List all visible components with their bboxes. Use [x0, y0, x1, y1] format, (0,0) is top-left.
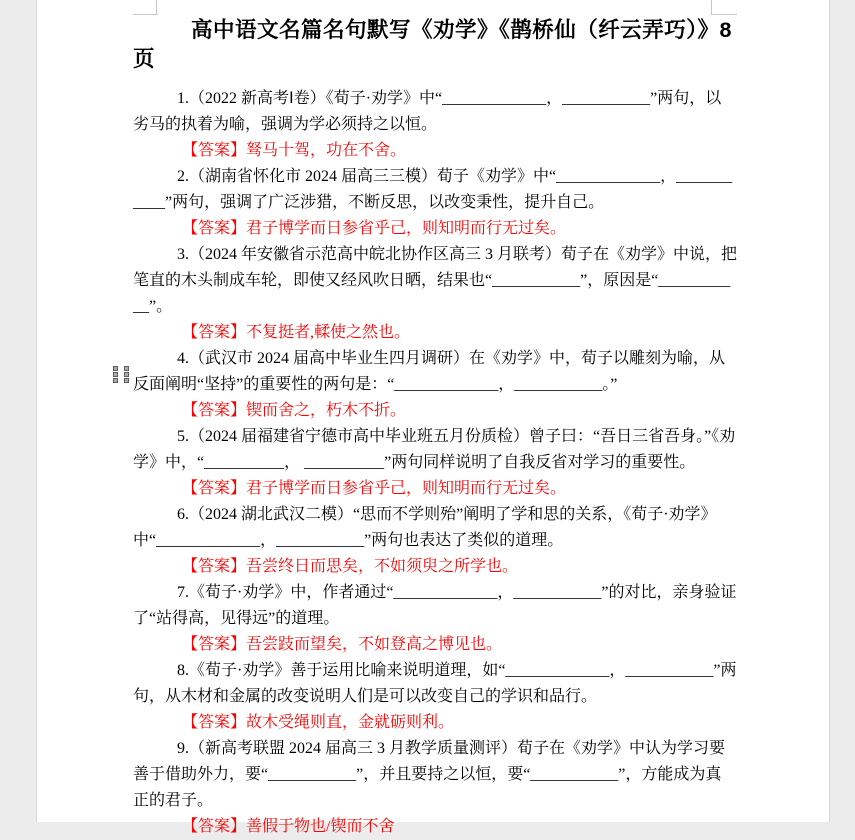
question-8: 8.《荀子·劝学》善于运用比喻来说明道理，如“_____________，___________”两句，从木材和金属的改变说明人们是可以改变自己的学识和品行。 [133, 662, 737, 705]
question-1: 1.（2022 新高考Ⅰ卷）《荀子·劝学》中“_____________，___________”两句，以劣马的执着为喻，强调为学必须持之以恒。 [133, 90, 722, 133]
grip-dot [113, 372, 118, 377]
answer-4: 【答案】锲而舍之，朽木不折。 [182, 402, 407, 419]
answer-2: 【答案】君子博学而日参省乎己，则知明而行无过矣。 [182, 220, 567, 237]
question-5: 5.（2024 届福建省宁德市高中毕业班五月份质检）曾子曰：“吾日三省吾身。”《劝学》中，“__________， __________”两句同样说明了自我反省对学习的重要性。 [133, 428, 736, 471]
grip-dot [113, 366, 118, 371]
answer-5: 【答案】君子博学而日参省乎己，则知明而行无过矣。 [182, 480, 567, 497]
drag-handle-icon[interactable] [113, 366, 130, 383]
document-page[interactable] [36, 0, 830, 835]
answer-1: 【答案】驽马十驾，功在不舍。 [182, 142, 407, 159]
grip-dot [124, 372, 129, 377]
question-7: 7.《荀子·劝学》中，作者通过“_____________，___________”的对比，亲身验证了“站得高，见得远”的道理。 [133, 584, 737, 627]
answer-3: 【答案】不复挺者,輮使之然也。 [182, 324, 411, 341]
answer-6: 【答案】吾尝终日而思矣，不如须臾之所学也。 [182, 558, 519, 575]
question-4: 4.（武汉市 2024 届高中毕业生四月调研）在《劝学》中，荀子以雕刻为喻，从反面阐明“坚持”的重要性的两句是：“_____________，___________。” [133, 350, 726, 393]
answer-8: 【答案】故木受绳则直，金就砺则利。 [182, 714, 455, 731]
margin-mark-top-right-icon [711, 0, 737, 15]
answer-9: 【答案】善假于物也/锲而不舍 [182, 818, 395, 835]
margin-mark-top-left-icon [133, 0, 158, 15]
question-6: 6.（2024 湖北武汉二模）“思而不学则殆”阐明了学和思的关系，《荀子·劝学》中“_____________，___________”两句也表达了类似的道理。 [133, 506, 717, 549]
document-title: 高中语文名篇名句默写《劝学》《鹊桥仙（纤云弄巧）》8 页 [133, 18, 732, 71]
question-2: 2.（湖南省怀化市 2024 届高三三模）荀子《劝学》中“_____________，___________”两句，强调了广泛涉猎，不断反思，以改变秉性，提升自己。 [133, 168, 733, 211]
answer-7: 【答案】吾尝跂而望矣，不如登高之博见也。 [182, 636, 503, 653]
question-3: 3.（2024 年安徽省示范高中皖北协作区高三 3 月联考）荀子在《劝学》中说，把笔直的木头制成车轮，即使又经风吹日晒，结果也“___________”，原因是“___________”。 [133, 246, 738, 315]
grip-dot [113, 378, 118, 383]
grip-dot [124, 378, 129, 383]
grip-dot [124, 366, 129, 371]
question-9: 9.（新高考联盟 2024 届高三 3 月教学质量测评）荀子在《劝学》中认为学习要善于借助外力，要“___________”，并且要持之以恒，要“___________”，方能成为真正的君子。 [133, 740, 726, 809]
